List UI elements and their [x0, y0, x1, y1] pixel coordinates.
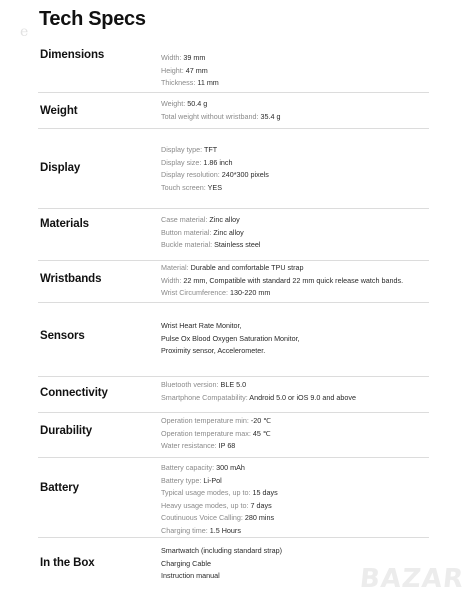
- spec-line: [161, 214, 429, 227]
- spec-values: [161, 214, 429, 252]
- spec-line-key: Typical usage modes, up to:: [161, 488, 253, 498]
- spec-line: [161, 475, 429, 488]
- spec-line: [161, 239, 429, 252]
- spec-line-value: 1.86 inch: [203, 157, 233, 167]
- spec-line: [161, 440, 429, 453]
- spec-line-value: 1.5 Hours: [209, 525, 241, 535]
- spec-line-key: Thickness:: [161, 78, 198, 88]
- spec-line: [161, 262, 429, 275]
- spec-line: [161, 320, 429, 333]
- spec-line: [161, 182, 429, 195]
- spec-line-key: Coutinuous Voice Calling:: [161, 513, 245, 523]
- spec-line-key: Width:: [161, 53, 184, 62]
- spec-line-value: BLE 5.0: [220, 380, 247, 389]
- spec-line-value: -20 ℃: [250, 416, 272, 425]
- spec-row-sensors: [38, 302, 429, 377]
- spec-line-value: 130-220 mm: [229, 288, 271, 298]
- spec-values: [161, 98, 429, 123]
- spec-label: Materials: [40, 218, 89, 230]
- page-title: Tech Specs: [39, 8, 146, 30]
- spec-line-key: Weight:: [161, 99, 188, 108]
- spec-row-weight: [38, 92, 429, 129]
- spec-line-value: Li-Pol: [203, 475, 222, 485]
- spec-line: [161, 428, 429, 441]
- spec-values: [161, 144, 429, 194]
- spec-line-value: Zinc alloy: [213, 227, 244, 237]
- watermark-logo: BAZAR: [358, 564, 466, 594]
- spec-line: [161, 227, 429, 240]
- spec-line-value: 300 mAh: [216, 463, 245, 472]
- spec-label: Wristbands: [40, 273, 102, 285]
- spec-line-value: 11 mm: [197, 78, 219, 88]
- spec-line-value: Smartwatch (including standard strap): [161, 546, 283, 555]
- spec-label: Sensors: [40, 330, 85, 342]
- spec-row-materials: [38, 208, 429, 261]
- spec-label: Weight: [40, 105, 78, 117]
- spec-line: [161, 462, 429, 475]
- spec-line: [161, 525, 429, 538]
- spec-line-key: Button material:: [161, 227, 214, 237]
- spec-line-key: Wrist Circumference:: [161, 288, 230, 298]
- spec-line-key: Water resistance:: [161, 441, 219, 451]
- spec-label: Battery: [40, 482, 79, 494]
- spec-line-value: 22 mm, Compatible with standard 22 mm quick release watch bands.: [183, 275, 404, 285]
- spec-line-value: Durable and comfortable TPU strap: [190, 263, 304, 272]
- spec-values: [161, 262, 429, 300]
- spec-line: [161, 512, 429, 525]
- spec-line-key: Charging time:: [161, 525, 210, 535]
- spec-line-value: YES: [207, 182, 223, 192]
- spec-line-value: 7 days: [250, 500, 272, 510]
- spec-line: [161, 275, 429, 288]
- spec-line: [161, 77, 429, 90]
- spec-line: [161, 379, 429, 392]
- spec-line: [161, 65, 429, 78]
- spec-line: [161, 500, 429, 513]
- spec-line-value: TFT: [204, 145, 218, 154]
- spec-line-key: Smartphone Compatability:: [161, 392, 250, 402]
- spec-line: [161, 287, 429, 300]
- spec-line: [161, 157, 429, 170]
- spec-line-value: Pulse Ox Blood Oxygen Saturation Monitor,: [161, 333, 300, 343]
- spec-line-key: Heavy usage modes, up to:: [161, 500, 251, 510]
- spec-line-key: Width:: [161, 275, 184, 285]
- spec-line-value: 50.4 g: [187, 99, 208, 108]
- spec-line-value: 39 mm: [183, 53, 206, 62]
- spec-values: [161, 379, 429, 404]
- spec-line-value: Android 5.0 or iOS 9.0 and above: [249, 392, 356, 402]
- spec-line-value: Instruction manual: [161, 571, 220, 581]
- spec-line: [161, 333, 429, 346]
- spec-line-key: Buckle material:: [161, 240, 215, 250]
- spec-line-value: 15 days: [252, 488, 278, 498]
- spec-line-key: Total weight without wristband:: [161, 111, 261, 121]
- spec-line-key: Operation temperature min:: [161, 416, 251, 425]
- spec-label: Connectivity: [40, 387, 108, 399]
- spec-line-value: Zinc alloy: [209, 215, 240, 224]
- spec-line: [161, 392, 429, 405]
- spec-line: [161, 487, 429, 500]
- spec-line: [161, 545, 429, 558]
- spec-line: [161, 345, 429, 358]
- spec-line-key: Bluetooth version:: [161, 380, 221, 389]
- spec-label: Dimensions: [40, 49, 105, 61]
- spec-row-dimensions: [38, 38, 429, 93]
- spec-row-display: [38, 128, 429, 209]
- spec-line-value: Charging Cable: [161, 558, 211, 568]
- spec-line-value: Proximity sensor, Accelerometer.: [161, 346, 266, 356]
- spec-line-key: Height:: [161, 65, 186, 75]
- spec-line: [161, 169, 429, 182]
- spec-line: [161, 415, 429, 428]
- spec-line: [161, 98, 429, 111]
- spec-line-key: Battery type:: [161, 475, 204, 485]
- spec-label: In the Box: [40, 557, 95, 569]
- spec-line-key: Battery capacity:: [161, 463, 217, 472]
- spec-row-battery: [38, 457, 429, 538]
- spec-values: [161, 415, 429, 453]
- spec-label: Durability: [40, 425, 93, 437]
- spec-values: [161, 320, 429, 358]
- spec-line-key: Touch screen:: [161, 182, 208, 192]
- spec-line-key: Material:: [161, 263, 191, 272]
- spec-row-durability: [38, 412, 429, 458]
- spec-line-value: 35.4 g: [260, 111, 281, 121]
- spec-line-value: 45 ℃: [252, 428, 271, 438]
- spec-label: Display: [40, 162, 81, 174]
- spec-line-key: Case material:: [161, 215, 210, 224]
- spec-line-key: Display size:: [161, 157, 204, 167]
- spec-line-key: Operation temperature max:: [161, 428, 253, 438]
- spec-line-value: Stainless steel: [214, 240, 261, 250]
- spec-line-value: IP 68: [218, 441, 236, 451]
- corner-mark: e: [20, 24, 29, 40]
- spec-row-connectivity: [38, 376, 429, 413]
- spec-line: [161, 52, 429, 65]
- spec-values: [161, 52, 429, 90]
- spec-line-value: 47 mm: [185, 65, 208, 75]
- spec-line: [161, 111, 429, 124]
- spec-row-wristbands: [38, 260, 429, 303]
- spec-line: [161, 144, 429, 157]
- spec-line-key: Display type:: [161, 145, 205, 154]
- spec-line-value: 240*300 pixels: [221, 170, 269, 180]
- spec-line-value: 280 mins: [244, 513, 275, 523]
- spec-values: [161, 462, 429, 538]
- spec-line-key: Display resolution:: [161, 170, 222, 180]
- spec-line-value: Wrist Heart Rate Monitor,: [161, 321, 242, 330]
